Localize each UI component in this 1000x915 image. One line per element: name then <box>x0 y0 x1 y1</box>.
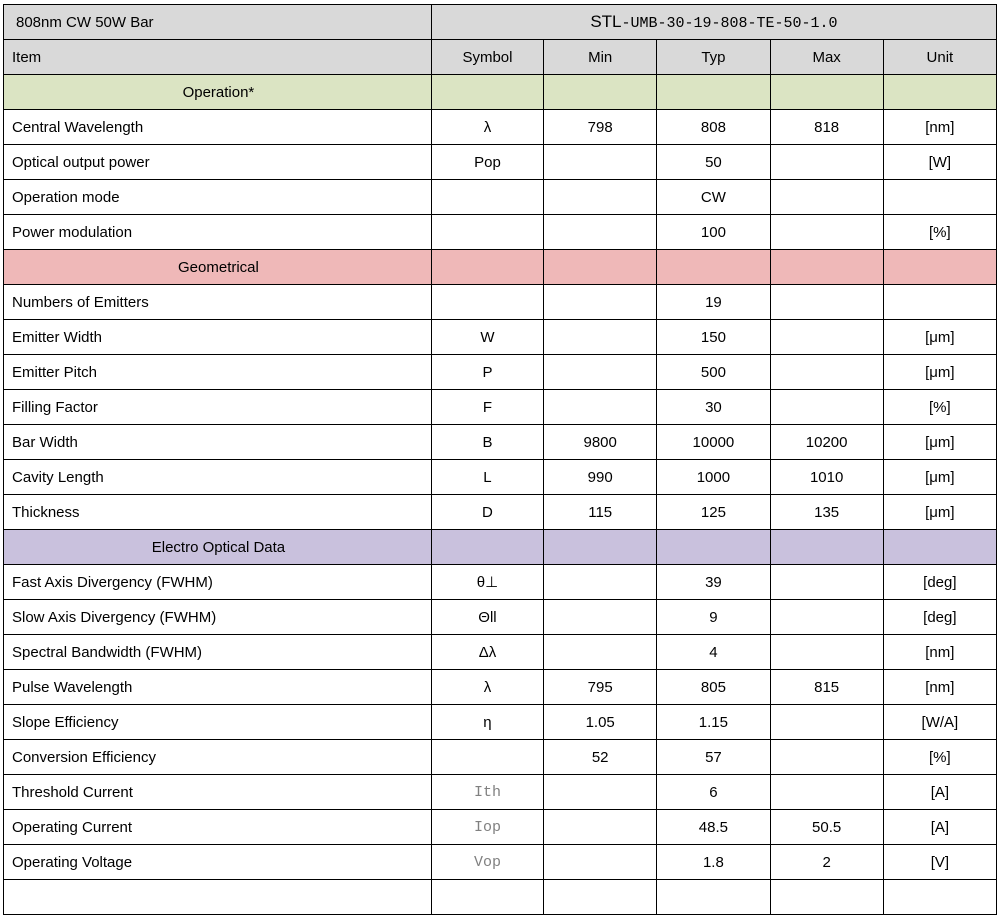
row-unit: [μm] <box>883 355 996 390</box>
row-unit: [deg] <box>883 565 996 600</box>
row-min-value <box>544 180 657 215</box>
table-row <box>4 215 997 250</box>
title-row <box>4 5 997 40</box>
row-unit: [%] <box>883 215 996 250</box>
row-item-label: Cavity Length <box>4 460 432 495</box>
row-min-value <box>544 775 657 810</box>
product-code <box>431 5 996 40</box>
row-item-label: Emitter Width <box>4 320 432 355</box>
section-filler-cell <box>657 250 770 285</box>
row-min-value <box>544 810 657 845</box>
row-item-label: Operating Current <box>4 810 432 845</box>
row-min-value: 115 <box>544 495 657 530</box>
row-min-value <box>544 390 657 425</box>
row-typ-value: 48.5 <box>657 810 770 845</box>
section-filler-cell <box>883 250 996 285</box>
row-max-value <box>770 145 883 180</box>
row-symbol <box>431 285 543 320</box>
row-max-value: 1010 <box>770 460 883 495</box>
empty-cell <box>4 880 432 915</box>
row-typ-value: 100 <box>657 215 770 250</box>
row-symbol: Iop <box>431 810 543 845</box>
row-min-value <box>544 320 657 355</box>
row-unit: [μm] <box>883 320 996 355</box>
row-item-label: Filling Factor <box>4 390 432 425</box>
row-unit: [nm] <box>883 110 996 145</box>
row-min-value: 9800 <box>544 425 657 460</box>
row-max-value <box>770 565 883 600</box>
row-max-value: 10200 <box>770 425 883 460</box>
section-filler-cell <box>431 250 543 285</box>
row-min-value <box>544 215 657 250</box>
row-symbol <box>431 180 543 215</box>
row-typ-value: 57 <box>657 740 770 775</box>
row-max-value <box>770 600 883 635</box>
row-typ-value: 39 <box>657 565 770 600</box>
column-header: Symbol <box>431 40 543 75</box>
row-typ-value: 19 <box>657 285 770 320</box>
section-header-row <box>4 75 997 110</box>
row-min-value <box>544 845 657 880</box>
section-filler-cell <box>770 250 883 285</box>
table-row <box>4 635 997 670</box>
row-item-label: Optical output power <box>4 145 432 180</box>
row-symbol: F <box>431 390 543 425</box>
row-item-label: Slope Efficiency <box>4 705 432 740</box>
table-row-partial <box>4 880 997 915</box>
row-symbol: Θll <box>431 600 543 635</box>
row-item-label: Spectral Bandwidth (FWHM) <box>4 635 432 670</box>
row-typ-value: 125 <box>657 495 770 530</box>
row-typ-value: 30 <box>657 390 770 425</box>
row-max-value <box>770 180 883 215</box>
table-row <box>4 180 997 215</box>
table-row <box>4 110 997 145</box>
row-symbol: Vop <box>431 845 543 880</box>
row-symbol: Ith <box>431 775 543 810</box>
column-header: Item <box>4 40 432 75</box>
row-typ-value: 4 <box>657 635 770 670</box>
table-row <box>4 810 997 845</box>
section-filler-cell <box>770 75 883 110</box>
row-max-value: 50.5 <box>770 810 883 845</box>
row-typ-value: 808 <box>657 110 770 145</box>
section-header-row <box>4 530 997 565</box>
row-item-label: Bar Width <box>4 425 432 460</box>
column-header: Max <box>770 40 883 75</box>
row-min-value <box>544 355 657 390</box>
row-max-value <box>770 285 883 320</box>
row-item-label: Threshold Current <box>4 775 432 810</box>
section-title: Geometrical <box>4 250 432 285</box>
row-typ-value: 6 <box>657 775 770 810</box>
section-filler-cell <box>431 75 543 110</box>
table-row <box>4 460 997 495</box>
section-filler-cell <box>770 530 883 565</box>
table-row <box>4 390 997 425</box>
row-symbol <box>431 740 543 775</box>
row-typ-value: 805 <box>657 670 770 705</box>
table-row <box>4 145 997 180</box>
row-max-value: 815 <box>770 670 883 705</box>
table-row <box>4 845 997 880</box>
row-unit: [nm] <box>883 670 996 705</box>
row-min-value: 798 <box>544 110 657 145</box>
row-min-value: 990 <box>544 460 657 495</box>
table-row <box>4 775 997 810</box>
empty-cell <box>544 880 657 915</box>
row-item-label: Power modulation <box>4 215 432 250</box>
row-min-value: 795 <box>544 670 657 705</box>
row-item-label: Numbers of Emitters <box>4 285 432 320</box>
table-row <box>4 670 997 705</box>
column-header-row <box>4 40 997 75</box>
row-symbol: λ <box>431 670 543 705</box>
row-symbol: W <box>431 320 543 355</box>
row-min-value <box>544 565 657 600</box>
row-unit: [V] <box>883 845 996 880</box>
row-typ-value: 500 <box>657 355 770 390</box>
row-item-label: Emitter Pitch <box>4 355 432 390</box>
section-filler-cell <box>544 75 657 110</box>
table-row <box>4 740 997 775</box>
row-max-value <box>770 320 883 355</box>
row-max-value <box>770 215 883 250</box>
row-max-value <box>770 740 883 775</box>
section-filler-cell <box>657 530 770 565</box>
empty-cell <box>770 880 883 915</box>
row-item-label: Pulse Wavelength <box>4 670 432 705</box>
row-typ-value: 1000 <box>657 460 770 495</box>
row-symbol: L <box>431 460 543 495</box>
row-item-label: Central Wavelength <box>4 110 432 145</box>
row-max-value <box>770 390 883 425</box>
table-row <box>4 285 997 320</box>
product-code-prefix: STL <box>590 12 622 31</box>
row-symbol: η <box>431 705 543 740</box>
row-item-label: Fast Axis Divergency (FWHM) <box>4 565 432 600</box>
row-min-value: 52 <box>544 740 657 775</box>
table-row <box>4 495 997 530</box>
table-row <box>4 565 997 600</box>
row-typ-value: 1.8 <box>657 845 770 880</box>
row-symbol: Pop <box>431 145 543 180</box>
row-item-label: Conversion Efficiency <box>4 740 432 775</box>
row-typ-value: 150 <box>657 320 770 355</box>
row-max-value <box>770 635 883 670</box>
row-typ-value: CW <box>657 180 770 215</box>
empty-cell <box>657 880 770 915</box>
row-unit: [W] <box>883 145 996 180</box>
row-typ-value: 10000 <box>657 425 770 460</box>
row-typ-value: 9 <box>657 600 770 635</box>
empty-cell <box>883 880 996 915</box>
row-unit <box>883 285 996 320</box>
empty-cell <box>431 880 543 915</box>
section-title: Operation* <box>4 75 432 110</box>
section-filler-cell <box>883 530 996 565</box>
section-filler-cell <box>544 530 657 565</box>
table-row <box>4 705 997 740</box>
row-min-value: 1.05 <box>544 705 657 740</box>
row-item-label: Thickness <box>4 495 432 530</box>
specification-table <box>3 4 997 915</box>
row-unit: [W/A] <box>883 705 996 740</box>
table-row <box>4 355 997 390</box>
row-symbol: P <box>431 355 543 390</box>
row-unit: [A] <box>883 775 996 810</box>
table-row <box>4 320 997 355</box>
row-symbol <box>431 215 543 250</box>
row-max-value: 135 <box>770 495 883 530</box>
column-header: Unit <box>883 40 996 75</box>
row-unit: [%] <box>883 740 996 775</box>
row-min-value <box>544 635 657 670</box>
row-unit: [μm] <box>883 425 996 460</box>
row-max-value: 2 <box>770 845 883 880</box>
row-typ-value: 50 <box>657 145 770 180</box>
row-item-label: Slow Axis Divergency (FWHM) <box>4 600 432 635</box>
row-min-value <box>544 285 657 320</box>
row-typ-value: 1.15 <box>657 705 770 740</box>
row-symbol: θ⊥ <box>431 565 543 600</box>
row-unit <box>883 180 996 215</box>
row-symbol: λ <box>431 110 543 145</box>
row-max-value <box>770 705 883 740</box>
row-max-value <box>770 355 883 390</box>
row-min-value <box>544 600 657 635</box>
row-symbol: Δλ <box>431 635 543 670</box>
section-filler-cell <box>544 250 657 285</box>
row-min-value <box>544 145 657 180</box>
row-max-value: 818 <box>770 110 883 145</box>
section-filler-cell <box>657 75 770 110</box>
section-filler-cell <box>883 75 996 110</box>
row-unit: [A] <box>883 810 996 845</box>
product-code-rest: -UMB-30-19-808-TE-50-1.0 <box>621 15 838 32</box>
row-item-label: Operating Voltage <box>4 845 432 880</box>
row-unit: [%] <box>883 390 996 425</box>
row-unit: [μm] <box>883 460 996 495</box>
row-unit: [deg] <box>883 600 996 635</box>
section-header-row <box>4 250 997 285</box>
row-symbol: B <box>431 425 543 460</box>
row-item-label: Operation mode <box>4 180 432 215</box>
product-title: 808nm CW 50W Bar <box>4 5 432 40</box>
row-max-value <box>770 775 883 810</box>
row-unit: [nm] <box>883 635 996 670</box>
section-filler-cell <box>431 530 543 565</box>
row-unit: [μm] <box>883 495 996 530</box>
column-header: Min <box>544 40 657 75</box>
table-row <box>4 600 997 635</box>
section-title: Electro Optical Data <box>4 530 432 565</box>
column-header: Typ <box>657 40 770 75</box>
table-row <box>4 425 997 460</box>
row-symbol: D <box>431 495 543 530</box>
